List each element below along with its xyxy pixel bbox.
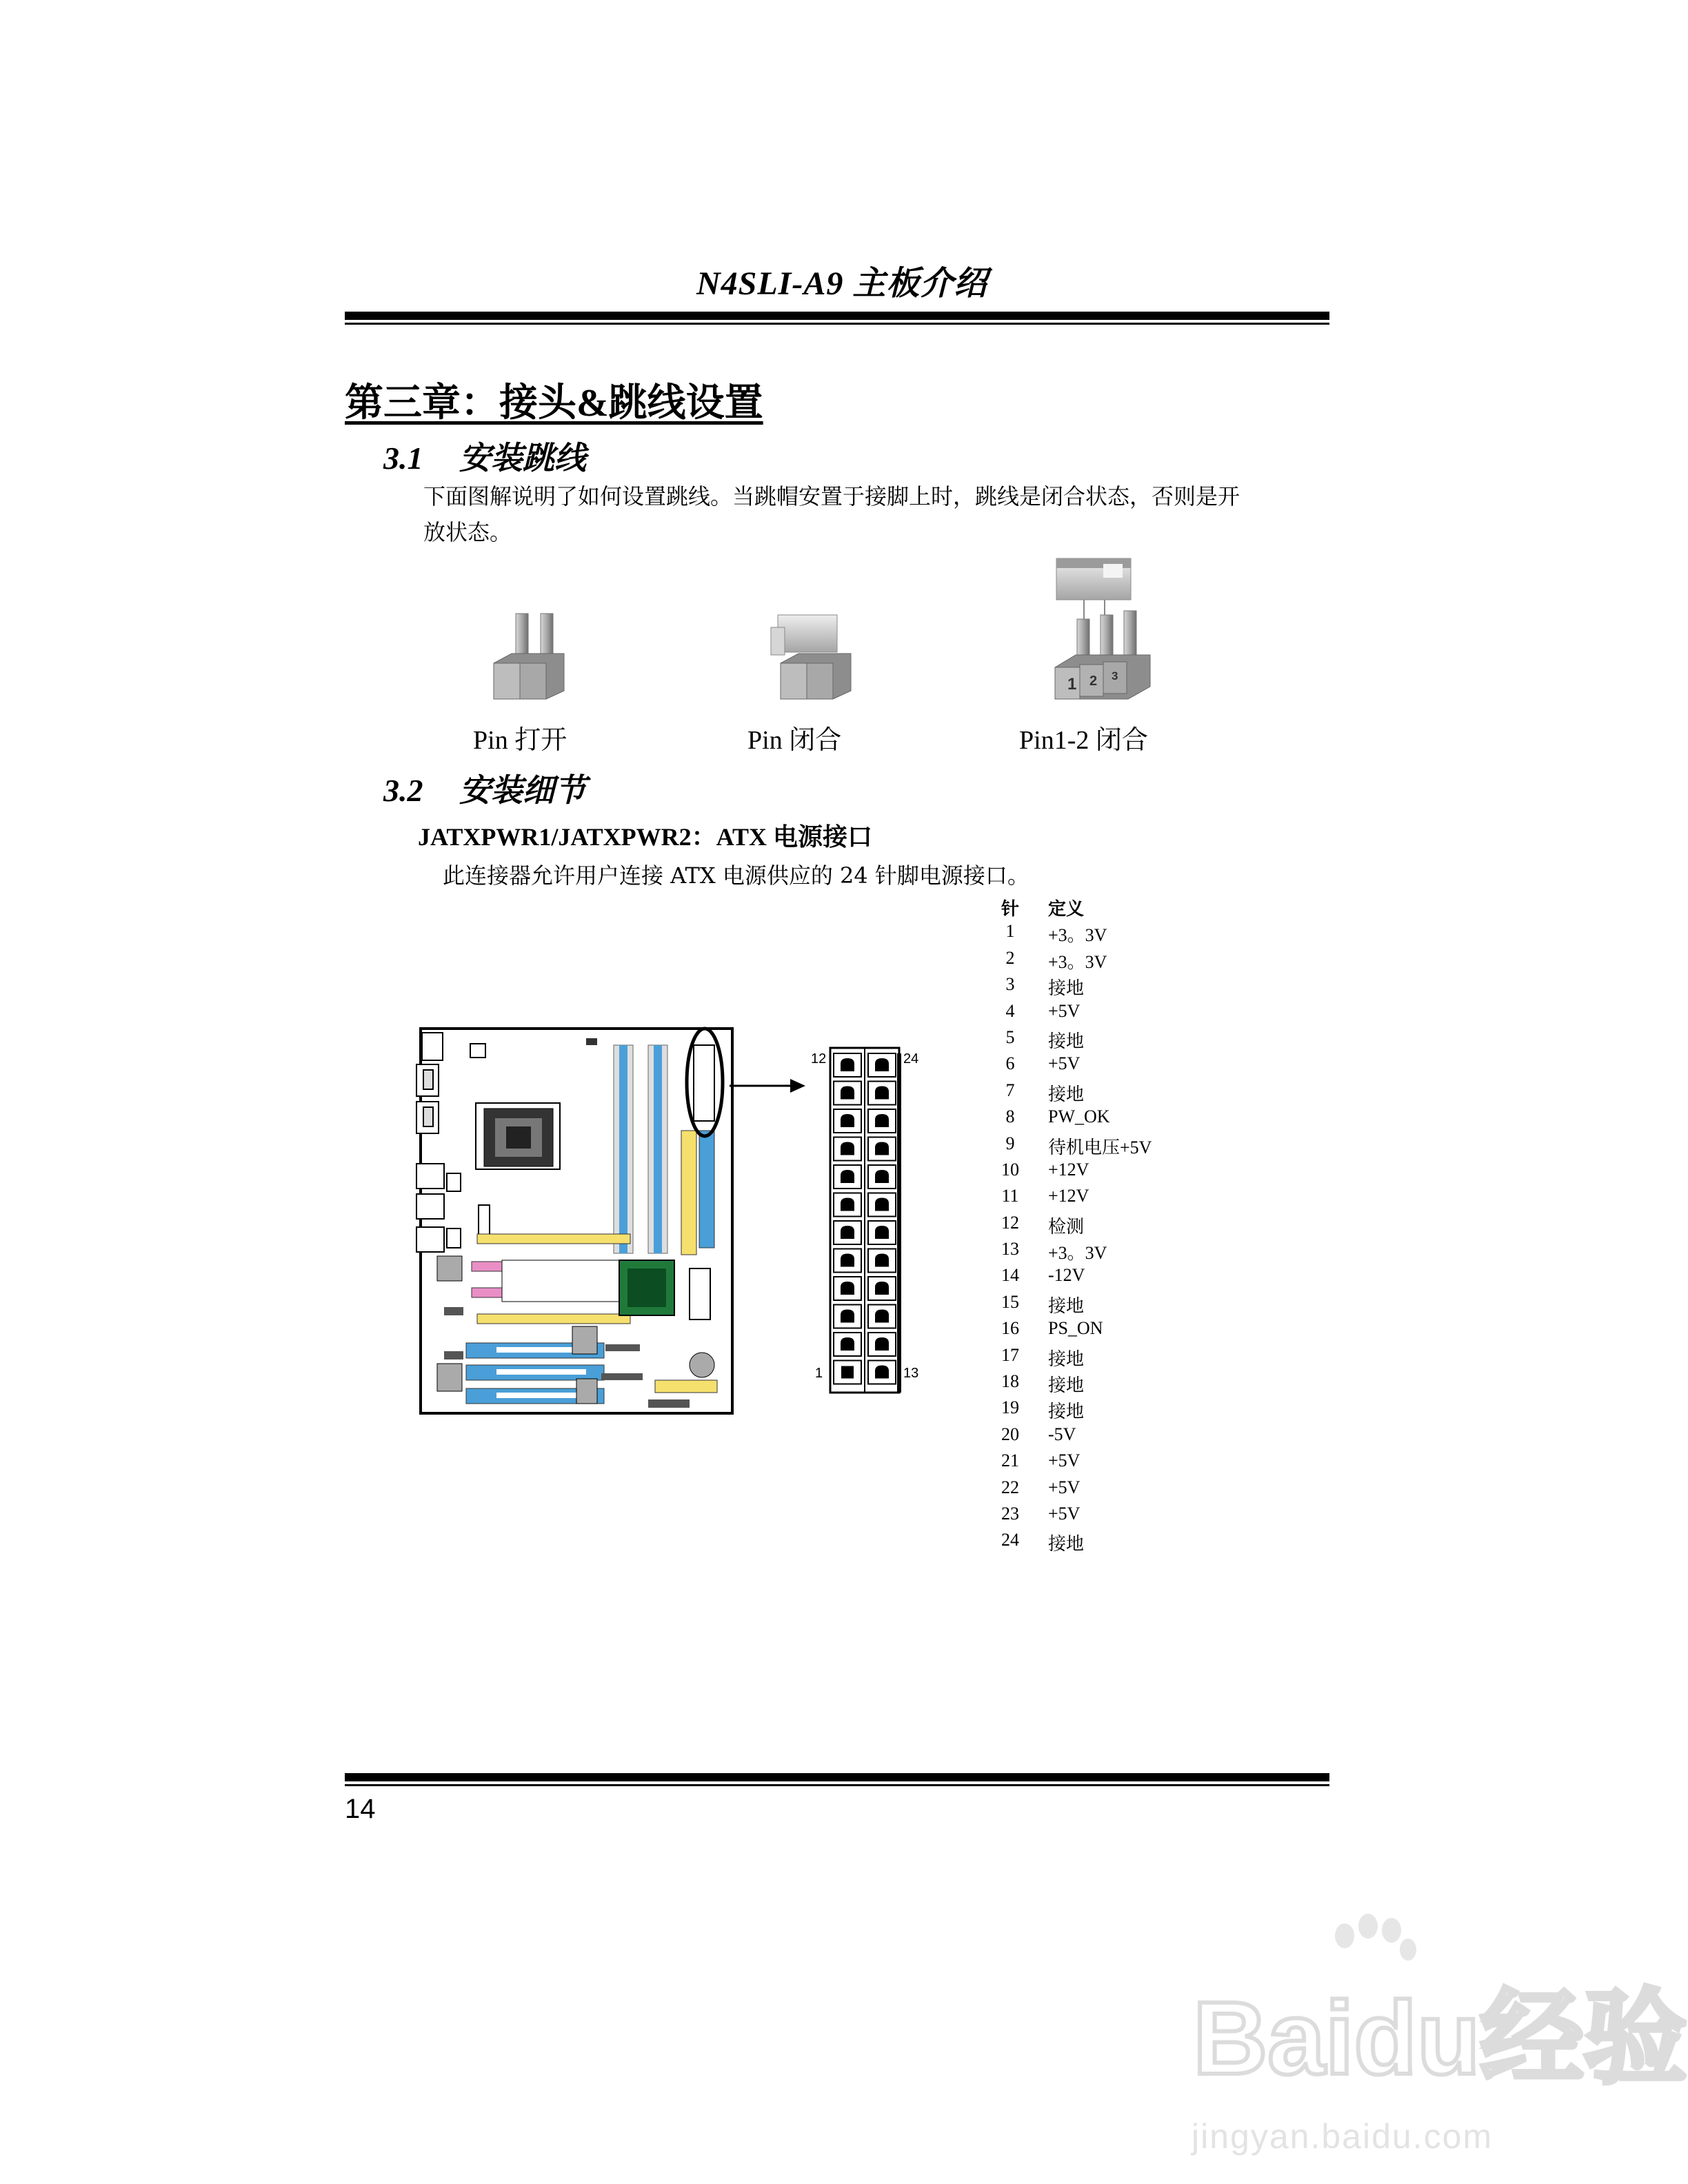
- pin-label: 3: [1112, 669, 1118, 682]
- section-number: 3.2: [383, 773, 423, 808]
- pin-number: 13: [1001, 1239, 1019, 1260]
- chapter-title: 第三章：接头&跳线设置: [345, 382, 763, 425]
- pin-contact: [875, 1282, 889, 1295]
- connector-description: 此连接器允许用户连接 ATX 电源供应的 24 针脚电源接口。: [443, 862, 1029, 889]
- pin-definition: -5V: [1048, 1424, 1076, 1444]
- pin-definition: 接地: [1048, 1375, 1085, 1396]
- pin-number: 16: [1001, 1318, 1019, 1339]
- pin-contact: [875, 1142, 889, 1155]
- pin-contact: [841, 1366, 854, 1379]
- label-pin1: 1: [815, 1366, 823, 1381]
- connector-heading: JATXPWR1/JATXPWR2：ATX 电源接口: [418, 823, 872, 851]
- pin-definition: +12V: [1048, 1159, 1089, 1180]
- section-title: 安装细节: [459, 773, 586, 808]
- floppy-connector: [699, 1131, 714, 1248]
- paw-icon: [1335, 1914, 1416, 1961]
- pin-contact: [841, 1198, 854, 1211]
- motherboard-diagram: [414, 1020, 745, 1420]
- pin-definition: +5V: [1048, 1000, 1081, 1021]
- pin-contact: [841, 1310, 854, 1323]
- label-pin24: 24: [903, 1051, 919, 1066]
- label-pin12: 12: [811, 1051, 827, 1066]
- pin-contact: [875, 1366, 889, 1379]
- running-header: N4SLI-A9 主板介绍: [696, 265, 988, 302]
- pin-contact: [875, 1170, 889, 1183]
- pin-contact: [875, 1086, 889, 1100]
- pin-number: 3: [1005, 974, 1015, 995]
- label-pin13: 13: [903, 1366, 919, 1381]
- pin-definition: 接地: [1048, 1402, 1085, 1422]
- pin-definition: +3。3V: [1048, 925, 1107, 946]
- section-heading-3-2: [383, 765, 586, 811]
- pin-definition: -12V: [1048, 1265, 1085, 1286]
- pin-contact: [841, 1114, 854, 1127]
- atx-power-connector: [694, 1045, 714, 1121]
- pin-number: 21: [1001, 1450, 1019, 1471]
- pin-definition: +5V: [1048, 1477, 1081, 1497]
- pin-number: 23: [1001, 1503, 1019, 1524]
- cpu-socket: [476, 1103, 560, 1169]
- pin-number: 18: [1001, 1371, 1019, 1392]
- chipset: [619, 1260, 674, 1315]
- pin-number: 4: [1005, 1000, 1015, 1021]
- pin-number: 17: [1001, 1344, 1019, 1365]
- header-pin: 针: [1001, 899, 1019, 919]
- pin-contact: [841, 1226, 854, 1239]
- pin-number: 20: [1001, 1424, 1019, 1444]
- pin-contact: [875, 1198, 889, 1211]
- pin-number: 2: [1005, 947, 1015, 968]
- jumper-caption-open: Pin 打开: [473, 726, 567, 755]
- pin-number: 12: [1001, 1212, 1019, 1233]
- watermark-url: jingyan.baidu.com: [1192, 2117, 1494, 2156]
- header-rule-thin: [345, 323, 1329, 325]
- pin-definition: +3。3V: [1048, 951, 1107, 972]
- pin-definition: +3。3V: [1048, 1243, 1107, 1264]
- pin-number: 24: [1001, 1530, 1019, 1550]
- section-title: 安装跳线: [459, 441, 586, 476]
- pin-number: 14: [1001, 1265, 1019, 1286]
- pin-contact: [841, 1086, 854, 1100]
- watermark-brand: Baidu经验: [1193, 1980, 1687, 2096]
- pin-contact: [875, 1254, 889, 1267]
- pin-contact: [841, 1282, 854, 1295]
- pin-number: 22: [1001, 1477, 1019, 1497]
- pin-definition: 待机电压+5V: [1048, 1137, 1152, 1157]
- pin-number: 1: [1005, 921, 1015, 942]
- body-line: 下面图解说明了如何设置跳线。当跳帽安置于接脚上时，跳线是闭合状态，否则是开: [423, 483, 1240, 509]
- pin-contact: [841, 1058, 854, 1071]
- ide-connector: [681, 1131, 696, 1255]
- pointer-arrow: [730, 1075, 807, 1096]
- pin-definition: +12V: [1048, 1186, 1089, 1206]
- pin-number: 15: [1001, 1291, 1019, 1312]
- pin-definition: 接地: [1048, 1295, 1085, 1316]
- pin-contact: [875, 1310, 889, 1323]
- pin-number: 11: [1001, 1186, 1019, 1206]
- pin-contact: [841, 1337, 854, 1351]
- pin-definition: +5V: [1048, 1503, 1081, 1524]
- jumper-open-icon: [494, 614, 564, 699]
- atx-24pin-connector-diagram: [800, 1034, 931, 1406]
- pin-definition: +5V: [1048, 1053, 1081, 1074]
- pin-contact: [841, 1254, 854, 1267]
- pin-number: 10: [1001, 1159, 1019, 1180]
- pin-definition: 接地: [1048, 1534, 1085, 1555]
- pin-definition: PW_OK: [1048, 1106, 1110, 1127]
- pin-contact: [875, 1337, 889, 1351]
- pin-number: 5: [1005, 1027, 1015, 1047]
- pin-number: 7: [1005, 1080, 1015, 1100]
- pin-contact: [841, 1170, 854, 1183]
- pin-label: 1: [1067, 675, 1077, 694]
- jumper-caption-closed: Pin 闭合: [747, 726, 842, 755]
- pin-definition: +5V: [1048, 1450, 1081, 1471]
- header-definition: 定义: [1048, 899, 1085, 919]
- pin-contact: [875, 1058, 889, 1071]
- jumper-illustrations: [483, 552, 1241, 710]
- pin-definition: 接地: [1048, 1031, 1085, 1051]
- baidu-jingyan-watermark: [1186, 1917, 1687, 2151]
- pin-definition: 接地: [1048, 1084, 1085, 1104]
- pin-definition: PS_ON: [1048, 1318, 1103, 1339]
- pin-label: 2: [1089, 674, 1098, 689]
- body-line: 放状态。: [423, 519, 512, 545]
- footer-rule-thin: [345, 1784, 1329, 1786]
- pin-definition: 检测: [1048, 1216, 1085, 1237]
- jumper-three-pin-icon: [1055, 558, 1150, 699]
- pin-number: 8: [1005, 1106, 1015, 1127]
- page-number: 14: [345, 1794, 376, 1824]
- pin-number: 9: [1005, 1133, 1015, 1153]
- pin-number: 19: [1001, 1397, 1019, 1418]
- pin-number: 6: [1005, 1053, 1015, 1074]
- pin-contact: [875, 1226, 889, 1239]
- pin-contact: [841, 1142, 854, 1155]
- section-body: [423, 478, 1240, 550]
- header-rule: [345, 312, 1329, 320]
- jumper-closed-icon: [771, 615, 851, 699]
- section-heading-3-1: [383, 433, 586, 478]
- footer-rule: [345, 1773, 1329, 1781]
- pin-definition: 接地: [1048, 978, 1085, 999]
- jumper-caption-pin12: Pin1-2 闭合: [1019, 726, 1148, 755]
- section-number: 3.1: [383, 441, 423, 476]
- pin-contact: [875, 1114, 889, 1127]
- pin-definition: 接地: [1048, 1348, 1085, 1369]
